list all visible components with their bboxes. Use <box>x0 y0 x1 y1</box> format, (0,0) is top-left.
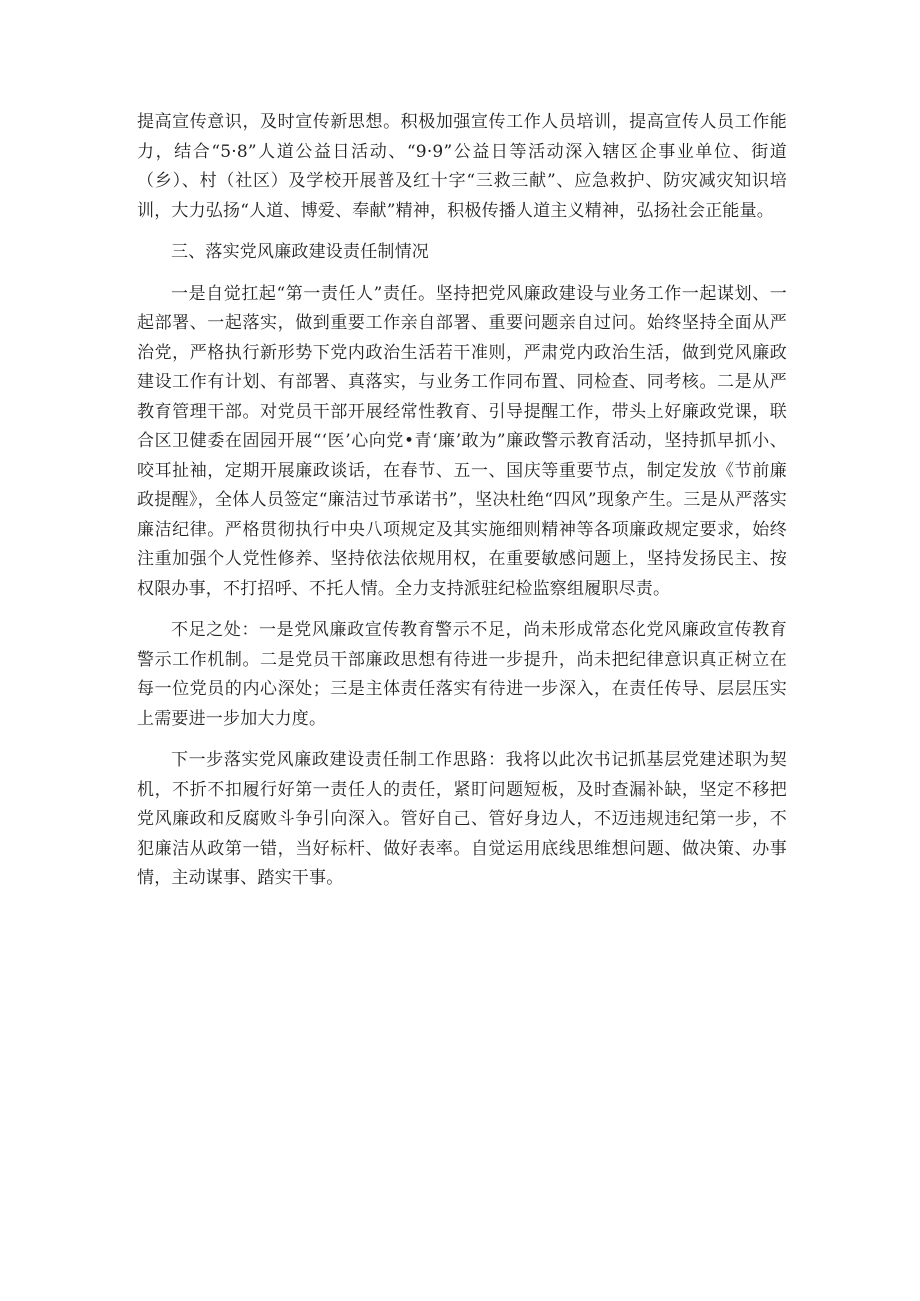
document-body <box>137 108 787 906</box>
paragraph-publicity: 提高宣传意识，及时宣传新思想。积极加强宣传工作人员培训，提高宣传人员工作能力，结合“5·8”人道公益日活动、“9·9”公益日等活动深入辖区企事业单位、街道（乡）、村（社区）及学校开展普及红十字“三救三献”、应急救护、防灾减灾知识培训，大力弘扬“人道、博爱、奉献”精神，积极传播人道主义精神，弘扬社会正能量。 <box>137 112 787 221</box>
paragraph-shortcomings: 不足之处：一是党风廉政宣传教育警示不足，尚未形成常态化党风廉政宣传教育警示工作机制。二是党员干部廉政思想有待进一步提升，尚未把纪律意识真正树立在每一位党员的内心深处；三是主体责任落实有待进一步深入，在责任传导、层层压实上需要进一步加大力度。 <box>137 620 787 729</box>
section-heading-3: 三、落实党风廉政建设责任制情况 <box>171 242 429 262</box>
paragraph-responsibility: 一是自觉扛起“第一责任人”责任。坚持把党风廉政建设与业务工作一起谋划、一起部署、一起落实，做到重要工作亲自部署、重要问题亲自过问。始终坚持全面从严治党，严格执行新形势下党内政治生活若干准则，严肃党内政治生活，做到党风廉政建设工作有计划、有部署、真落实，与业务工作同布置、同检查、同考核。二是从严教育管理干部。对党员干部开展经常性教育、引导提醒工作，带头上好廉政党课，联合区卫健委在固园开展“‘医’心向党•青‘廉’敢为”廉政警示教育活动，坚持抓早抓小、咬耳扯袖，定期开展廉政谈话，在春节、五一、国庆等重要节点，制定发放《节前廉政提醒》，全体人员签定“廉洁过节承诺书”，坚决杜绝“四风”现象产生。三是从严落实廉洁纪律。严格贯彻执行中央八项规定及其实施细则精神等各项廉政规定要求，始终注重加强个人党性修养、坚持依法依规用权，在重要敏感问题上，坚持发扬民主、按权限办事，不打招呼、不托人情。全力支持派驻纪检监察组履职尽责。 <box>137 283 787 599</box>
paragraph-next-steps: 下一步落实党风廉政建设责任制工作思路：我将以此次书记抓基层党建述职为契机，不折不扣履行好第一责任人的责任，紧盯问题短板，及时查漏补缺，坚定不移把党风廉政和反腐败斗争引向深入。管好自己、管好身边人，不迈违规违纪第一步，不犯廉洁从政第一错，当好标杆、做好表率。自觉运用底线思维想问题、做决策、办事情，主动谋事、踏实干事。 <box>137 750 787 888</box>
